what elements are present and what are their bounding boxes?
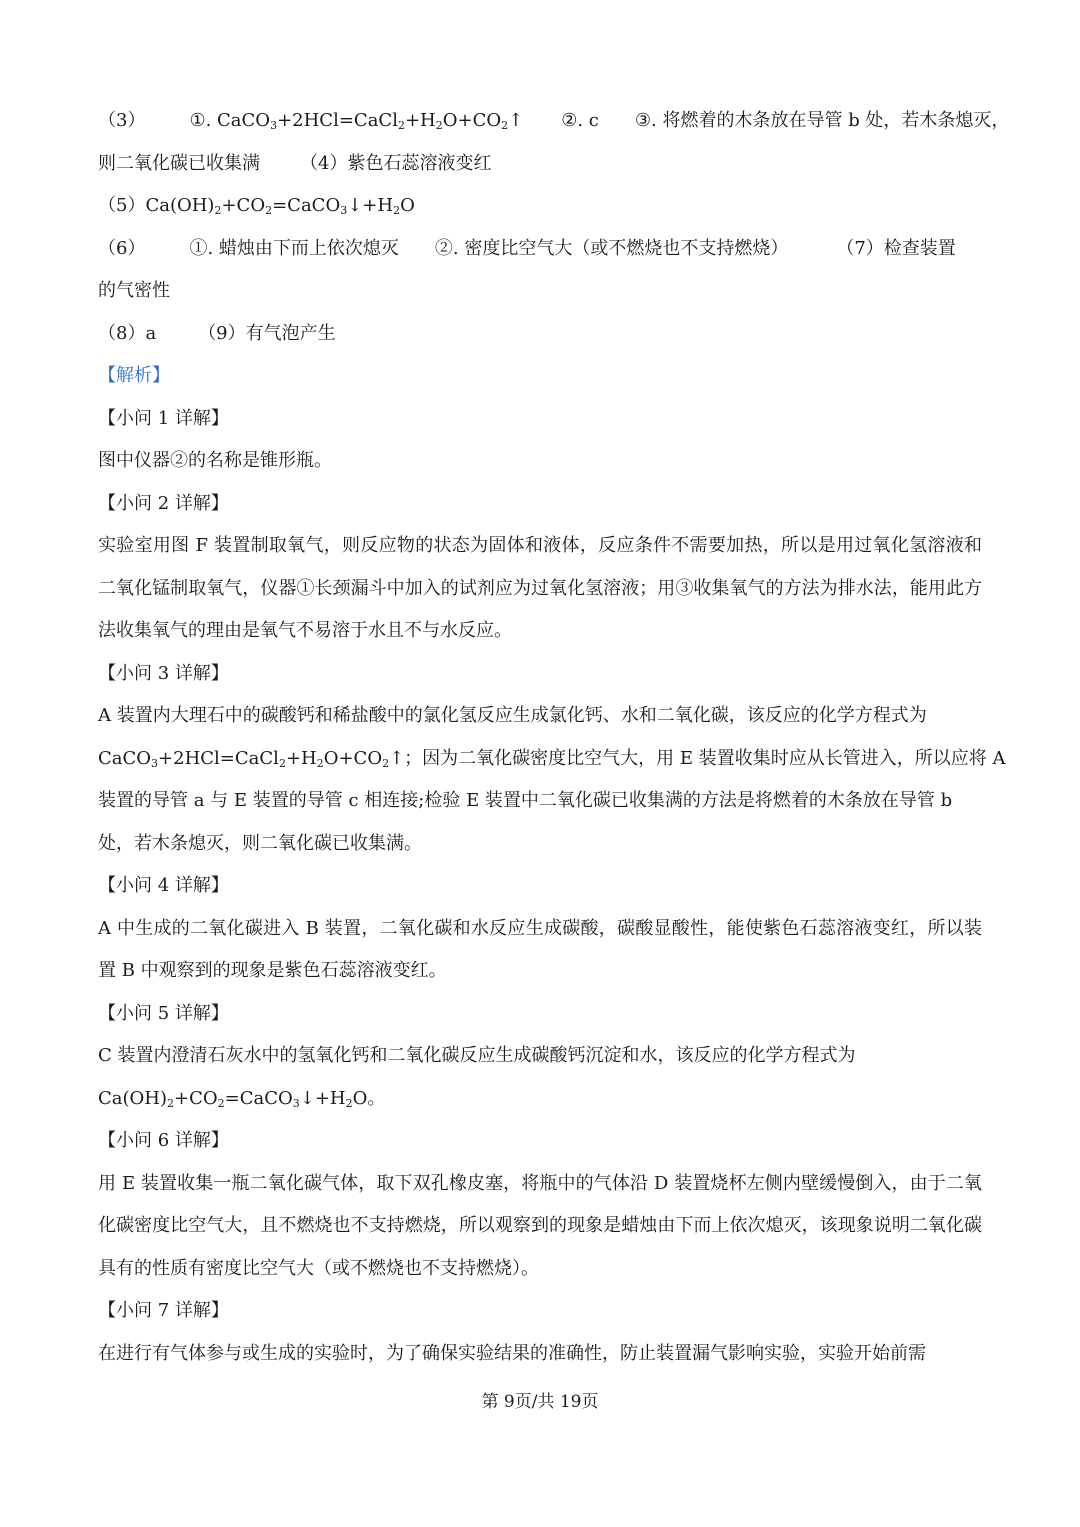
q5-p1: C 装置内澄清石灰水中的氢氧化钙和二氧化碳反应生成碳酸钙沉淀和水，该反应的化学方程式为 bbox=[98, 1045, 856, 1066]
page-footer: 第 9页/共 19页 bbox=[481, 1392, 599, 1412]
q3-p1: A 装置内大理石中的碳酸钙和稀盐酸中的氯化氢反应生成氯化钙、水和二氧化碳，该反应的化学方程式为 bbox=[98, 705, 927, 726]
q3-formula-line: $CaCO_3+2HCl=CaCl_2+H_2O+CO_2↑$；因为二氧化碳密度比空气大，用 E 装置收集时应从长管进入，所以应将 A bbox=[98, 747, 1006, 770]
answer-4: （4）紫色石蕊溶液变红 bbox=[300, 152, 492, 174]
answer-line-3-cont: 则二氧化碳已收集满 （4）紫色石蕊溶液变红 bbox=[98, 152, 492, 174]
q3-title: 【小问 3 详解】 bbox=[98, 662, 229, 684]
q7-body: 在进行有气体参与或生成的实验时，为了确保实验结果的准确性，防止装置漏气影响实验，实验开始前需 bbox=[98, 1342, 926, 1364]
q3-p4: 处，若木条熄灭，则二氧化碳已收集满。 bbox=[98, 832, 422, 854]
answer-line-3 bbox=[98, 100, 1010, 143]
answer-check-method: ③. 将燃着的木条放在导管 b 处，若木条熄灭， bbox=[634, 110, 1010, 131]
answer-line-8-9: （8）a （9）有气泡产生 bbox=[98, 322, 336, 344]
q6-title: 【小问 6 详解】 bbox=[98, 1130, 229, 1151]
q2-title: 【小问 2 详解】 bbox=[98, 492, 229, 514]
q5-formula-line: $Ca(OH)_2+CO_2=CaCO_3↓+H_2O$。 bbox=[98, 1087, 386, 1110]
answer-line-7-cont: 的气密性 bbox=[98, 280, 170, 301]
answer-line-5: $(5)Ca(OH)_2+CO_2=CaCO_3↓+H_2O$ bbox=[98, 195, 415, 217]
answer-formula: ①. $CaCO_3+2HCl=CaCl_2+H_2O+CO_2↑$ bbox=[189, 110, 524, 132]
answer-connection: ②. c bbox=[561, 110, 599, 131]
q4-title: 【小问 4 详解】 bbox=[98, 875, 229, 896]
q6-body: 用 E 装置收集一瓶二氧化碳气体，取下双孔橡皮塞，将瓶中的气体沿 D 装置烧杯左侧内壁缓慢倒入，由于二氧化碳密度比空气大，且不燃烧也不支持燃烧，所以观察到的现象是蜡烛由下而上依次熄灭，该现象说明二氧化碳具有的性质有密度比空气大（或不燃烧也不支持燃烧）。 bbox=[98, 1172, 982, 1279]
page-content bbox=[98, 100, 1010, 1375]
q4-body: A 中生成的二氧化碳进入 B 装置，二氧化碳和水反应生成碳酸，碳酸显酸性，能使紫色石蕊溶液变红，所以装置 B 中观察到的现象是紫色石蕊溶液变红。 bbox=[98, 917, 982, 981]
q7-title: 【小问 7 详解】 bbox=[98, 1300, 229, 1321]
q3-p3: 装置的导管 a 与 E 装置的导管 c 相连接;检验 E 装置中二氧化碳已收集满的方法是将燃着的木条放在导管 b bbox=[98, 790, 953, 811]
q2-body: 实验室用图 F 装置制取氧气，则反应物的状态为固体和液体，反应条件不需要加热，所以是用过氧化氢溶液和二氧化锰制取氧气，仪器①长颈漏斗中加入的试剂应为过氧化氢溶液；用③收集氧气的方法为排水法，能用此方法收集氧气的理由是氧气不易溶于水且不与水反应。 bbox=[98, 535, 982, 641]
answer-line-6: （6） ①. 蜡烛由下而上依次熄灭 ②. 密度比空气大（或不燃烧也不支持燃烧） （7）检查装置 bbox=[98, 237, 956, 259]
q1-body: 图中仪器②的名称是锥形瓶。 bbox=[98, 450, 332, 471]
answer-label: （3） bbox=[98, 110, 146, 131]
q1-title: 【小问 1 详解】 bbox=[98, 407, 229, 429]
analysis-label: 【解析】 bbox=[98, 365, 170, 386]
q5-title: 【小问 5 详解】 bbox=[98, 1002, 229, 1024]
